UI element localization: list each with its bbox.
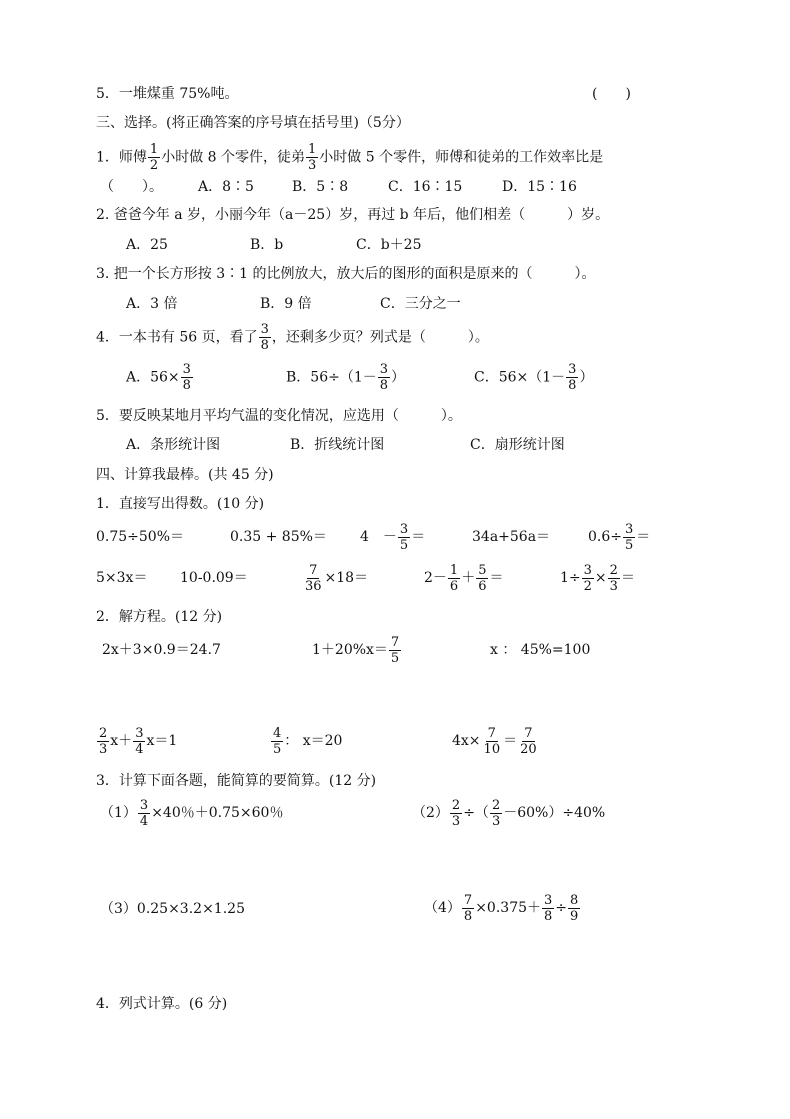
equation: x ： 45%=100	[490, 642, 591, 658]
direct-expr: 2－ $\frac{1}{6}$ ＋ $\frac{5}{6}$ ＝	[424, 562, 504, 594]
choice-q2: 2. 爸爸今年 a 岁，小丽今年（a－25）岁，再过 b 年后，他们相差（ ）岁。	[96, 207, 610, 223]
choice-q5-option-a: A．条形统计图	[126, 437, 221, 453]
simplify-problem-2: （2） $\frac{2}{3}$ ÷（ $\frac{2}{3}$ －60%）÷40%	[412, 797, 606, 829]
direct-expr: 34a+56a＝	[472, 529, 551, 545]
fraction: $\frac{4}{5}$	[273, 725, 282, 757]
choice-q3: 3. 把一个长方形按 3∶1 的比例放大，放大后的图形的面积是原来的（ ）。	[96, 266, 596, 282]
fraction: $\frac{1}{3}$	[308, 142, 317, 173]
simplify-problem-1: （1） $\frac{3}{4}$ ×40％＋0.75×60％	[100, 797, 284, 829]
choice-q1-option-d: D．15∶16	[502, 179, 577, 195]
fraction: $\frac{3}{4}$	[135, 725, 144, 757]
choice-q1-blank: （ ）。	[100, 179, 163, 195]
judge-q5: 5．一堆煤重 75%吨。	[96, 86, 239, 102]
choice-q4-option-c: C．56×（1－ $\frac{3}{8}$ ）	[474, 362, 594, 393]
fraction: $\frac{3}{8}$	[379, 362, 389, 393]
fraction: $\frac{3}{4}$	[139, 797, 149, 829]
direct-expr: 4 － $\frac{3}{5}$ ＝	[360, 521, 426, 553]
fraction: $\frac{2}{3}$	[451, 797, 461, 829]
fraction: $\frac{3}{5}$	[625, 521, 634, 553]
fraction: $\frac{3}{2}$	[583, 562, 592, 594]
direct-expr: 5×3x＝	[96, 570, 148, 586]
equation: $\frac{2}{3}$ x＋ $\frac{3}{4}$ x＝1	[99, 725, 178, 757]
choice-q2-option-a: A．25	[126, 237, 168, 253]
choice-q3-option-a: A．3 倍	[126, 296, 178, 312]
subsection-heading-equations: 2．解方程。(12 分)	[96, 609, 223, 625]
fraction: $\frac{3}{8}$	[182, 362, 191, 393]
subsection-heading-word-problems: 4．列式计算。(6 分)	[96, 996, 228, 1012]
fraction: $\frac{5}{6}$	[478, 562, 487, 594]
fraction: $\frac{7}{8}$	[463, 892, 473, 924]
section-heading-calc: 四、计算我最棒。(共 45 分)	[96, 467, 274, 483]
choice-q1-option-b: B．5∶8	[292, 179, 349, 195]
fraction: $\frac{3}{8}$	[544, 892, 553, 924]
choice-q1-option-c: C．16∶15	[388, 179, 463, 195]
direct-expr: $\frac{7}{36}$ ×18＝	[305, 562, 369, 594]
choice-q1-option-a: A．8∶5	[198, 179, 254, 195]
answer-paren: ( )	[592, 86, 631, 102]
fraction: $\frac{3}{5}$	[399, 521, 409, 553]
equation: $\frac{4}{5}$ ： x＝20	[273, 725, 343, 757]
choice-q4: 4．一本书有 56 页，看了 $\frac{3}{8}$ ，还剩多少页？列式是（ ）。	[96, 322, 489, 353]
direct-expr: 10-0.09＝	[180, 570, 248, 586]
fraction: $\frac{3}{8}$	[568, 362, 577, 393]
choice-q2-option-c: C．b＋25	[356, 237, 422, 253]
direct-expr: 1÷ $\frac{3}{2}$ × $\frac{2}{3}$ ＝	[560, 562, 635, 594]
fraction: $\frac{1}{6}$	[449, 562, 459, 594]
fraction: $\frac{3}{8}$	[260, 322, 269, 353]
choice-q1: 1．师傅 $\frac{1}{2}$ 小时做 8 个零件，徒弟 $\frac{1}{3}$ 小时做 5 个零件，师傅和徒弟的工作效率比是	[96, 142, 604, 173]
section-heading-choice: 三、选择。(将正确答案的序号填在括号里)（5分）	[96, 115, 410, 131]
choice-q5-option-c: C．扇形统计图	[470, 437, 565, 453]
fraction: $\frac{8}{9}$	[570, 892, 579, 924]
equation: 4x× $\frac{7}{10}$ ＝ $\frac{7}{20}$	[452, 725, 537, 757]
fraction: $\frac{7}{20}$	[520, 725, 537, 757]
choice-q4-option-b: B．56÷（1－ $\frac{3}{8}$ ）	[286, 362, 406, 393]
direct-expr: 0.75÷50%＝	[96, 529, 185, 545]
fraction: $\frac{2}{3}$	[99, 725, 108, 757]
fraction: $\frac{1}{2}$	[149, 142, 159, 173]
choice-q2-option-b: B．b	[250, 237, 284, 253]
choice-q5: 5．要反映某地月平均气温的变化情况，应选用（ ）。	[96, 408, 462, 424]
subsection-heading-simplify: 3．计算下面各题，能简算的要简算。(12 分)	[96, 773, 377, 789]
fraction: $\frac{2}{3}$	[491, 797, 501, 829]
fraction: $\frac{7}{5}$	[390, 634, 400, 666]
equation: 1＋20%x＝ $\frac{7}{5}$	[312, 634, 400, 666]
choice-q4-option-a: A．56× $\frac{3}{8}$	[126, 362, 191, 393]
choice-q3-option-c: C．三分之一	[380, 296, 461, 312]
equation: 2x＋3×0.9＝24.7	[102, 642, 221, 658]
simplify-problem-3: （3）0.25×3.2×1.25	[100, 901, 245, 917]
choice-q3-option-b: B．9 倍	[260, 296, 312, 312]
fraction: $\frac{7}{10}$	[483, 725, 501, 757]
fraction: $\frac{2}{3}$	[609, 562, 618, 594]
direct-expr: 0.35 + 85%＝	[230, 529, 327, 545]
choice-q5-option-b: B．折线统计图	[290, 437, 385, 453]
simplify-problem-4: （4） $\frac{7}{8}$ ×0.375＋ $\frac{3}{8}$ ÷ $\frac{8}{9}$	[424, 892, 579, 924]
subsection-heading-direct: 1．直接写出得数。(10 分)	[96, 496, 265, 512]
fraction: $\frac{7}{36}$	[305, 562, 322, 594]
direct-expr: 0.6÷ $\frac{3}{5}$ ＝	[588, 521, 651, 553]
